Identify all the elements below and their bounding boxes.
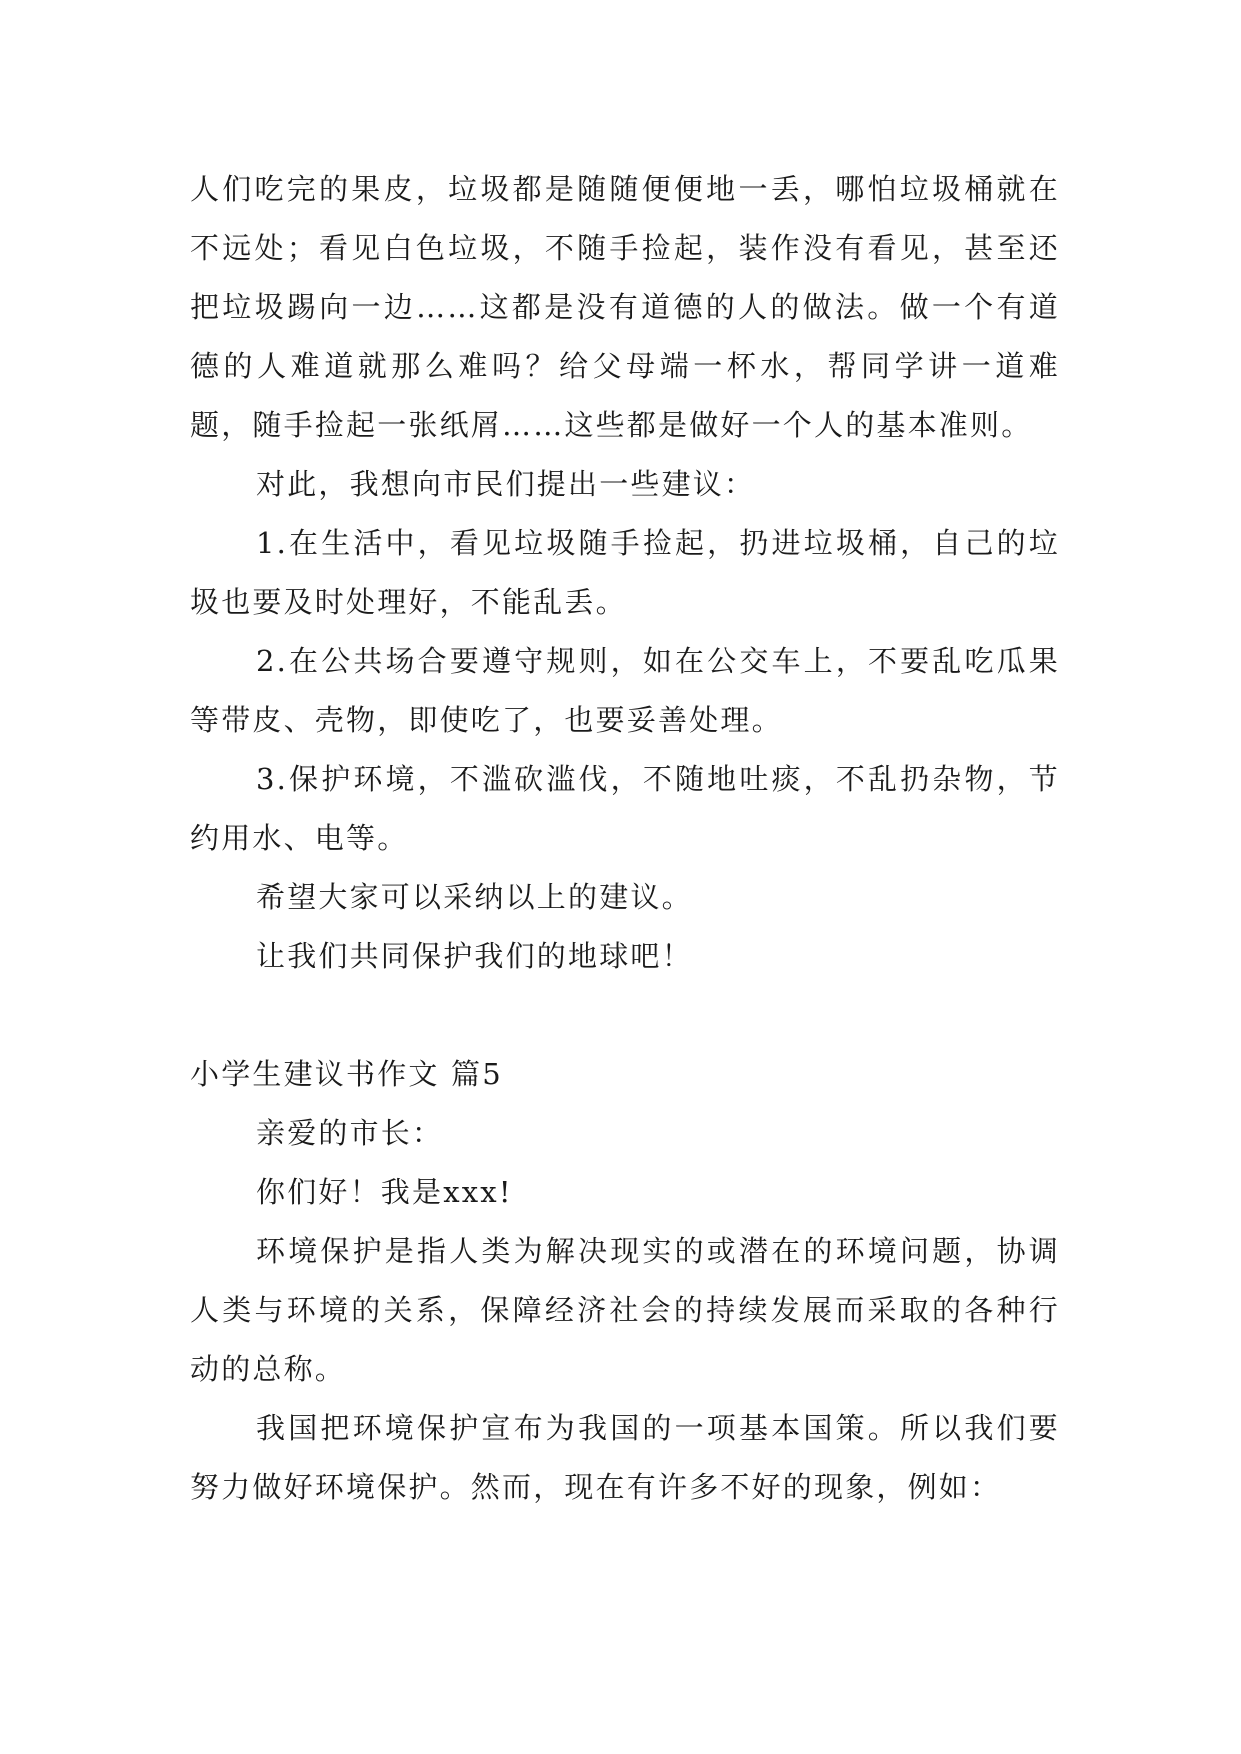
closing-line: 让我们共同保护我们的地球吧！ bbox=[256, 939, 693, 973]
section-title: 小学生建议书作文 篇5 bbox=[190, 1057, 503, 1091]
suggestion-intro: 对此，我想向市民们提出一些建议： bbox=[256, 467, 756, 501]
hope-line: 希望大家可以采纳以上的建议。 bbox=[256, 880, 693, 914]
intro-paragraph: 人们吃完的果皮，垃圾都是随随便便地一丢，哪怕垃圾桶就在不远处；看见白色垃圾，不随手捡起，装作没有看见，甚至还把垃圾踢向一边……这都是没有道德的人的做法。做一个有道德的人难道就那么难吗？给父母端一杯水，帮同学讲一道难题，随手捡起一张纸屑……这些都是做好一个人的基本准则。 bbox=[190, 172, 1060, 442]
body-paragraph-1: 环境保护是指人类为解决现实的或潜在的环境问题，协调人类与环境的关系，保障经济社会的持续发展而采取的各种行动的总称。 bbox=[190, 1234, 1060, 1386]
suggestion-item-1: 1.在生活中，看见垃圾随手捡起，扔进垃圾桶，自己的垃圾也要及时处理好，不能乱丢。 bbox=[190, 526, 1060, 619]
greeting: 你们好！我是xxx! bbox=[256, 1175, 513, 1209]
document-page bbox=[190, 160, 1060, 1517]
suggestion-item-2: 2.在公共场合要遵守规则，如在公交车上，不要乱吃瓜果等带皮、壳物，即使吃了，也要妥善处理。 bbox=[190, 644, 1060, 737]
body-paragraph-2: 我国把环境保护宣布为我国的一项基本国策。所以我们要努力做好环境保护。然而，现在有许多不好的现象，例如： bbox=[190, 1411, 1060, 1504]
salutation: 亲爱的市长： bbox=[256, 1116, 444, 1150]
suggestion-item-3: 3.保护环境，不滥砍滥伐，不随地吐痰，不乱扔杂物，节约用水、电等。 bbox=[190, 762, 1060, 855]
